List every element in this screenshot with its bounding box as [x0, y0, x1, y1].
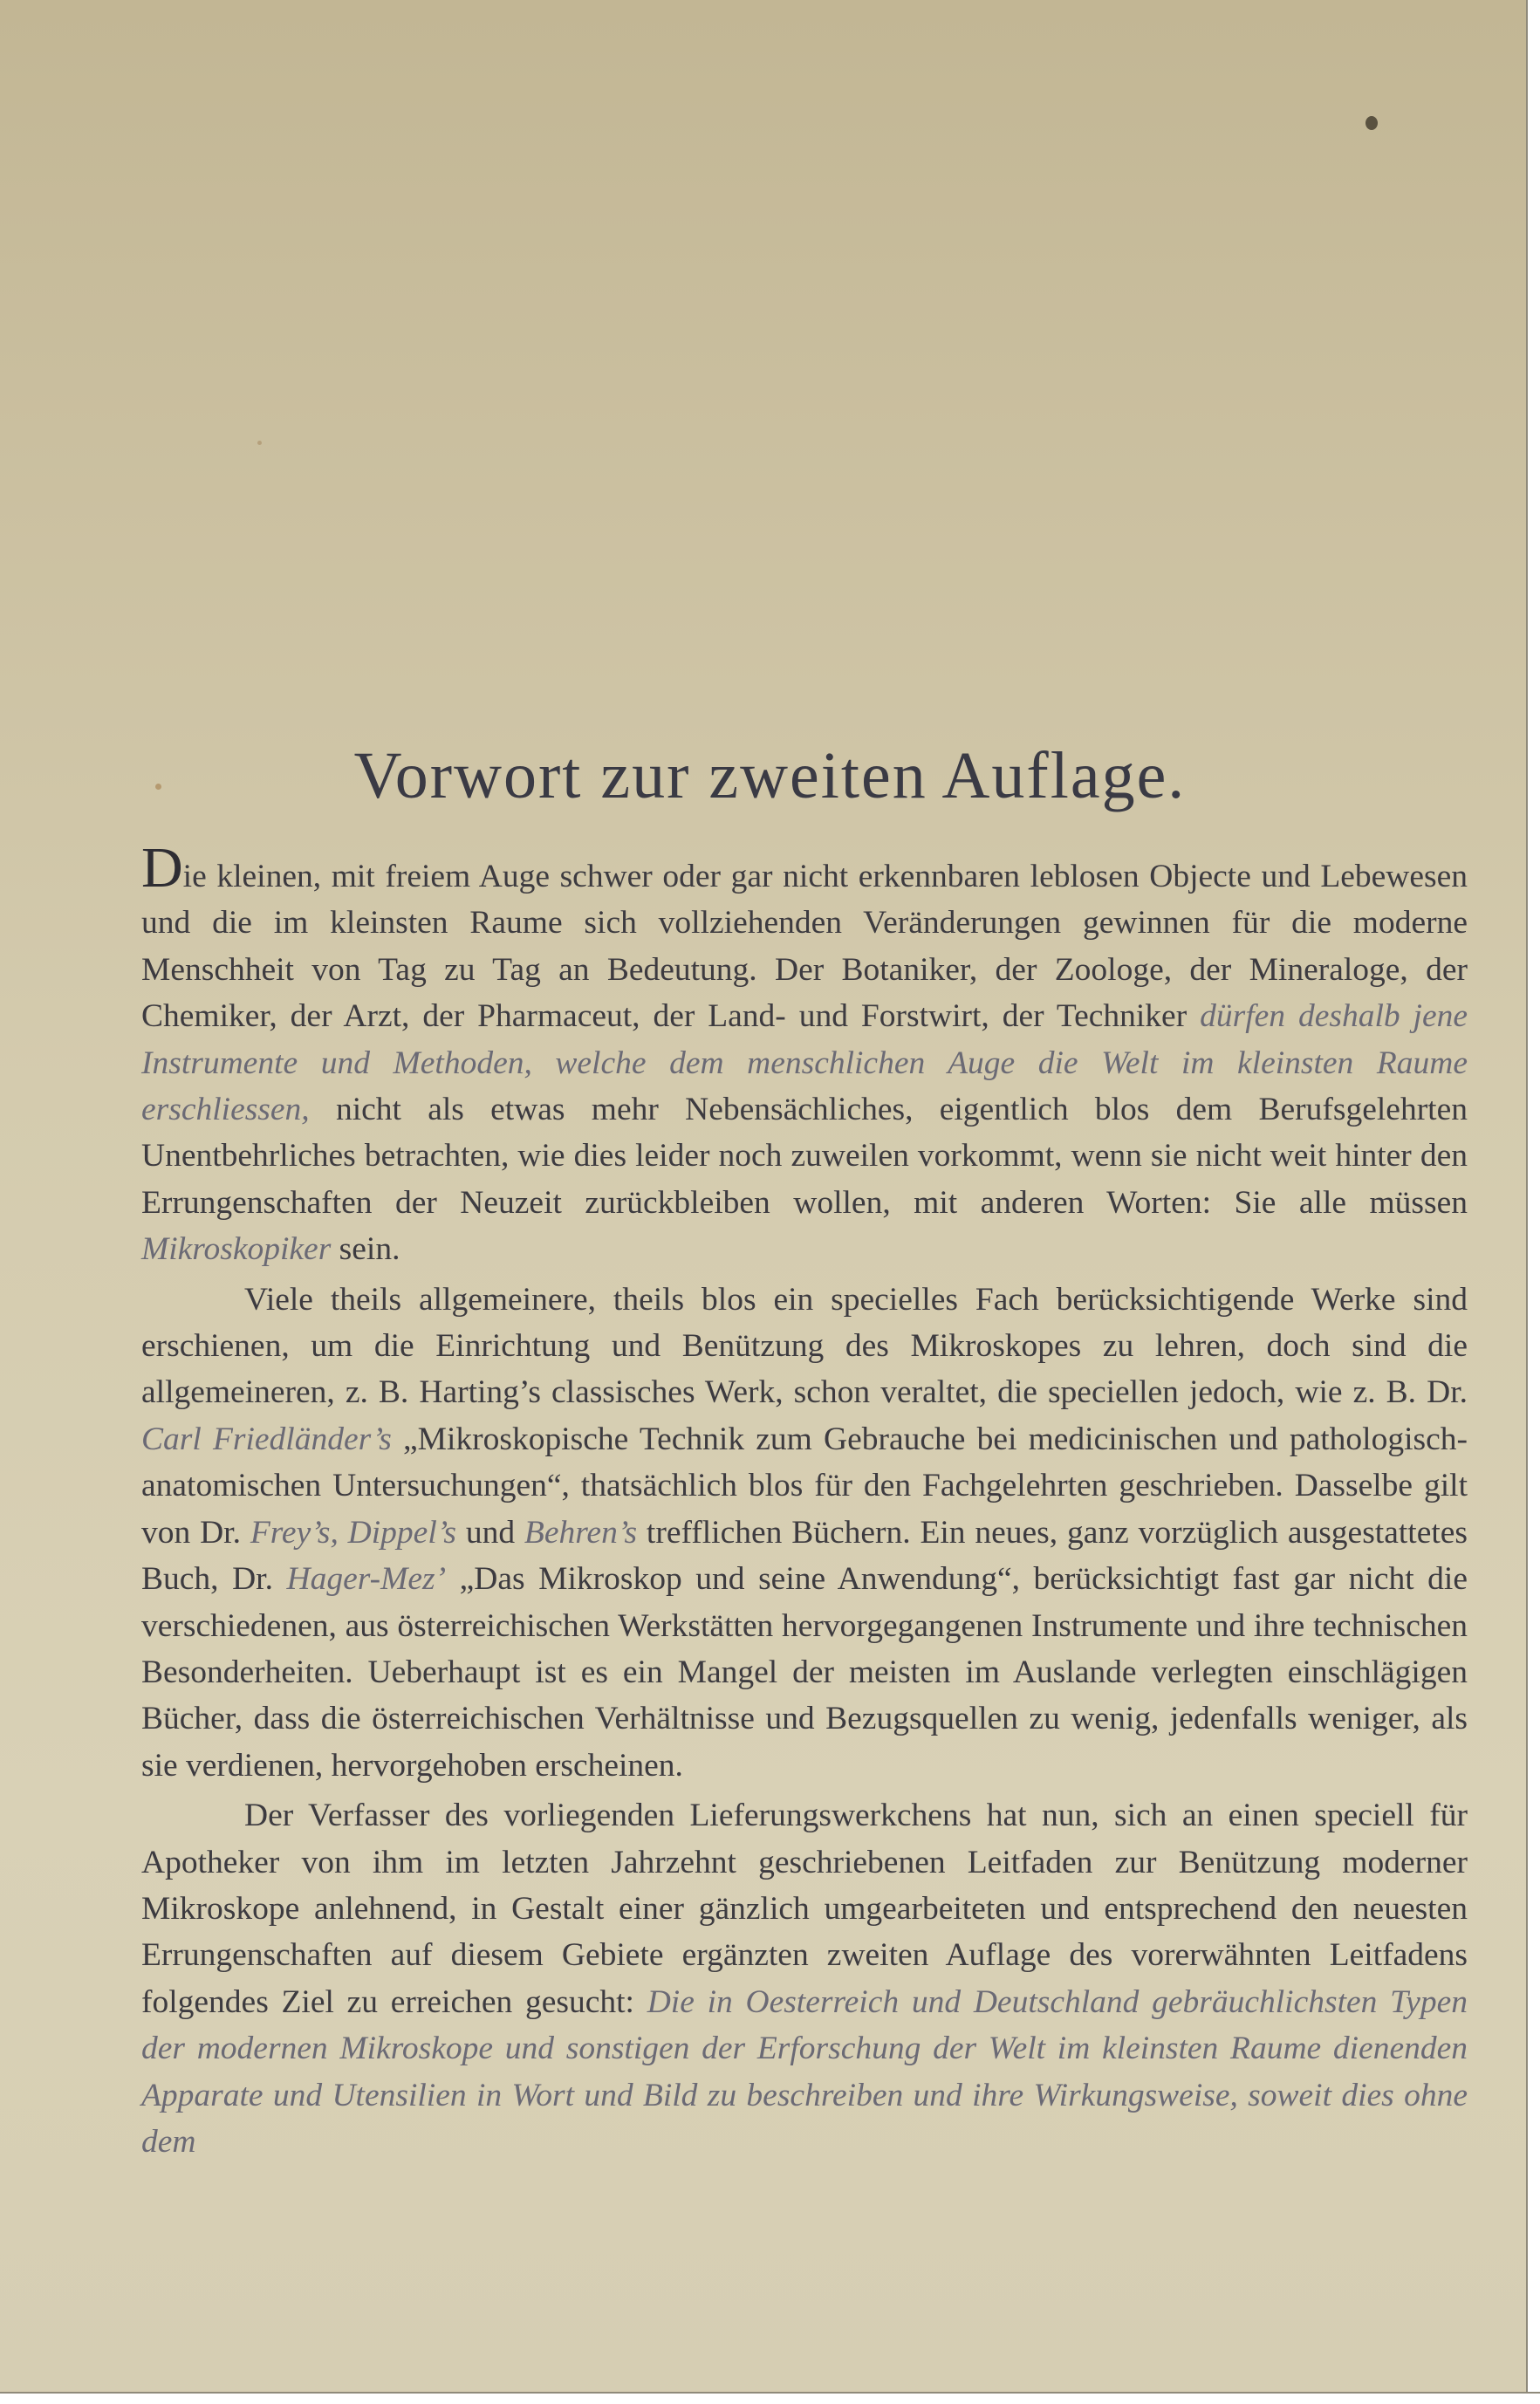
text-run-italic: Mikroskopiker [141, 1231, 332, 1268]
text-run-italic: Hager-Mez’ [286, 1561, 447, 1598]
text-run: Viele theils allgemeinere, theils blos ein specielles Fach berücksichtigende Werke sind erschienen, um die Einrichtung und Benützung des Mikroskopes zu lehren, doch sind die allgemeineren, z. B. Harting’s classisches Werk, schon veraltet, die speciellen jedoch, wie z. B. Dr. [141, 1281, 1468, 1411]
text-run: und [455, 1514, 524, 1551]
page-edge-right [1526, 0, 1540, 2404]
text-run-italic: dürfen deshalb jene Instrumente und Methoden, welche dem menschlichen Auge die Welt im kleinsten Raume erschliessen, [141, 998, 1468, 1128]
text-run: trefflichen Büchern. Ein neues, ganz vorzüglich ausgestattetes Buch, Dr. [141, 1514, 1468, 1598]
page-edge-bottom [0, 2392, 1540, 2404]
ink-spot [257, 441, 262, 445]
paragraph [141, 1277, 1468, 1789]
text-run: „Das Mikroskop und seine Anwendung“, berücksichtigt fast gar nicht die verschiedenen, aus österreichischen Werkstätten hervorgegangenen Instrumente und ihre technischen Besonderheiten. Ueberhaupt ist es ein Mangel der meisten im Auslande verlegten einschlägigen Bücher, dass die österreichischen Verhältnisse und Bezugsquellen zu wenig, jedenfalls weniger, als sie verdienen, hervorgehoben erscheinen. [141, 1561, 1468, 1784]
text-run: ie kleinen, mit freiem Auge schwer oder gar nicht erkennbaren leblosen Objecte und Lebewesen und die im kleinsten Raume sich vollziehenden Veränderungen gewinnen für die moderne Menschheit von Tag zu Tag an Bedeutung. Der Botaniker, der Zoologe, der Mineraloge, der Chemiker, der Arzt, der Pharmaceut, der Land- und Forstwirt, der Techniker [141, 859, 1468, 1035]
paragraph [141, 836, 1468, 1273]
text-run: nicht als etwas mehr Nebensächliches, eigentlich blos dem Berufsgelehrten Unentbehrliches betrachten, wie dies leider noch zuweilen vorkommt, wenn sie nicht weit hinter den Errungenschaften der Neuzeit zurückbleiben wollen, mit anderen Worten: Sie alle müssen [141, 1092, 1468, 1221]
paragraph [141, 1792, 1468, 2165]
text-run-italic: Frey’s, Dippel’s [250, 1514, 456, 1551]
text-run: sein. [331, 1231, 400, 1268]
page-title: Vorwort zur zweiten Auflage. [353, 738, 1187, 812]
text-run-italic: Die in Oesterreich und Deutschland gebräuchlichsten Typen der modernen Mikroskope und sonstigen der Erforschung der Welt im kleinsten Raume dienenden Apparate und Utensilien in Wort und Bild zu beschreiben und ihre Wirkungsweise, soweit dies ohne dem [141, 1983, 1468, 2160]
body-text [141, 836, 1468, 2165]
text-run: „Mikroskopische Technik zum Gebrauche bei medicinischen und pathologisch-anatomischen Untersuchungen“, thatsächlich blos für den Fachgelehrten geschrieben. Dasselbe gilt von Dr. [141, 1421, 1468, 1551]
ink-spot [1365, 116, 1378, 130]
text-run: Der Verfasser des vorliegenden Lieferungswerkchens hat nun, sich an einen speciell für Apotheker von ihm im letzten Jahrzehnt geschriebenen Leitfaden zur Benützung moderner Mikroskope anlehnend, in Gestalt einer gänzlich umgearbeiteten und entsprechend den neuesten Errungenschaften auf diesem Gebiete ergänzten zweiten Auflage des vorerwähnten Leitfadens folgendes Ziel zu erreichen gesucht: [141, 1798, 1468, 2020]
text-run-italic: Behren’s [524, 1514, 638, 1551]
drop-cap: D [141, 836, 183, 900]
text-run-italic: Carl Friedländer’s [141, 1421, 392, 1457]
